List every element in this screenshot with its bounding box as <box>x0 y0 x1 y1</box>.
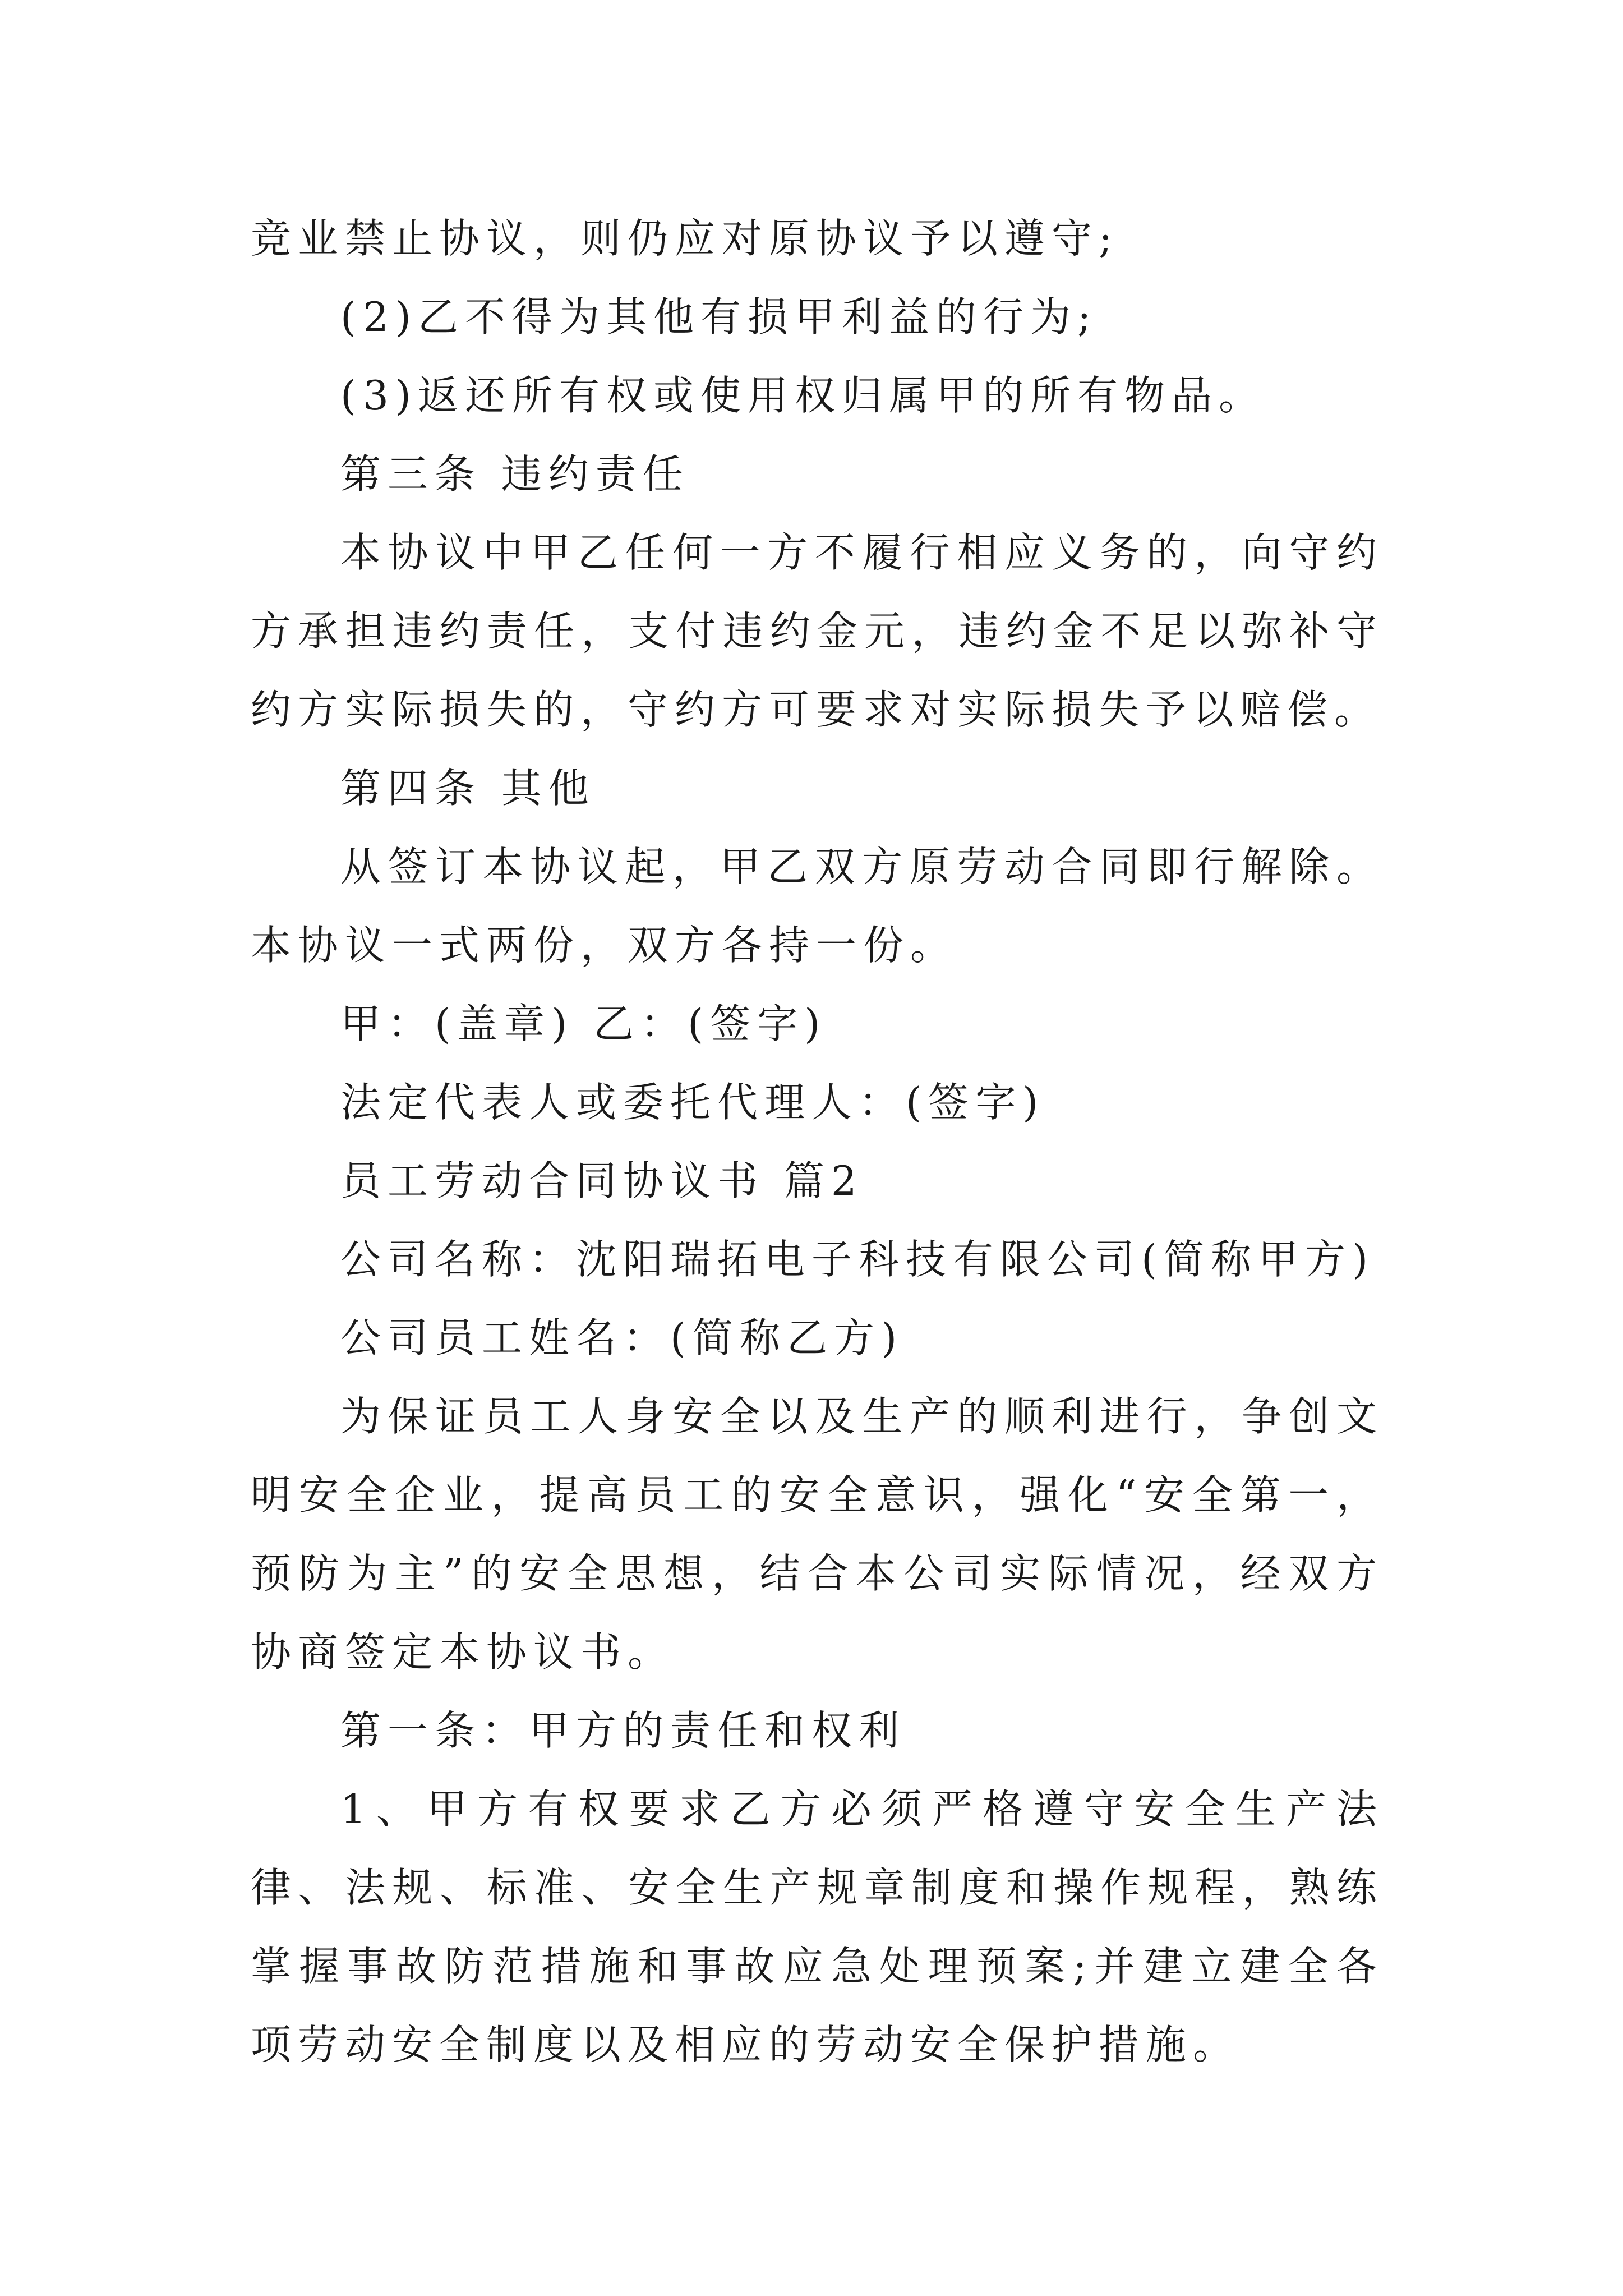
heading-article-1: 第一条：甲方的责任和权利 <box>340 1707 906 1754</box>
paragraph-other-terms: 从签订本协议起，甲乙双方原劳动合同即行解除。本协议一式两份，双方各持一份。 <box>251 843 1384 969</box>
paragraph-clause-2: (2)乙不得为其他有损甲利益的行为; <box>340 293 1098 341</box>
paragraph-noncompete-continuation: 竞业禁止协议，则仍应对原协议予以遵守; <box>251 215 1119 262</box>
paragraph-clause-3: (3)返还所有权或使用权归属甲的所有物品。 <box>340 372 1266 419</box>
document-body <box>251 199 1384 2084</box>
heading-article-3: 第三条 违约责任 <box>340 450 690 498</box>
company-name-line: 公司名称：沈阳瑞拓电子科技有限公司(简称甲方) <box>340 1236 1375 1283</box>
signature-line-representative: 法定代表人或委托代理人：(签字) <box>340 1079 1045 1126</box>
paragraph-breach-liability: 本协议中甲乙任何一方不履行相应义务的，向守约方承担违约责任，支付违约金元，违约金不足以弥补守约方实际损失的，守约方可要求对实际损失予以赔偿。 <box>251 529 1384 733</box>
employee-name-line: 公司员工姓名：(简称乙方) <box>340 1314 904 1361</box>
paragraph-party-a-rights: 1、甲方有权要求乙方必须严格遵守安全生产法律、法规、标准、安全生产规章制度和操作规程，熟练掌握事故防范措施和事故应急处理预案;并建立建全各项劳动安全制度以及相应的劳动安全保护措施。 <box>251 1786 1384 2068</box>
paragraph-purpose: 为保证员工人身安全以及生产的顺利进行，争创文明安全企业，提高员工的安全意识，强化“安全第一，预防为主”的安全思想，结合本公司实际情况，经双方协商签定本协议书。 <box>251 1393 1384 1676</box>
signature-line-parties: 甲：(盖章) 乙：(签字) <box>340 1000 827 1047</box>
heading-article-4: 第四条 其他 <box>340 765 596 812</box>
section-title-part-2: 员工劳动合同协议书 篇2 <box>340 1157 864 1204</box>
